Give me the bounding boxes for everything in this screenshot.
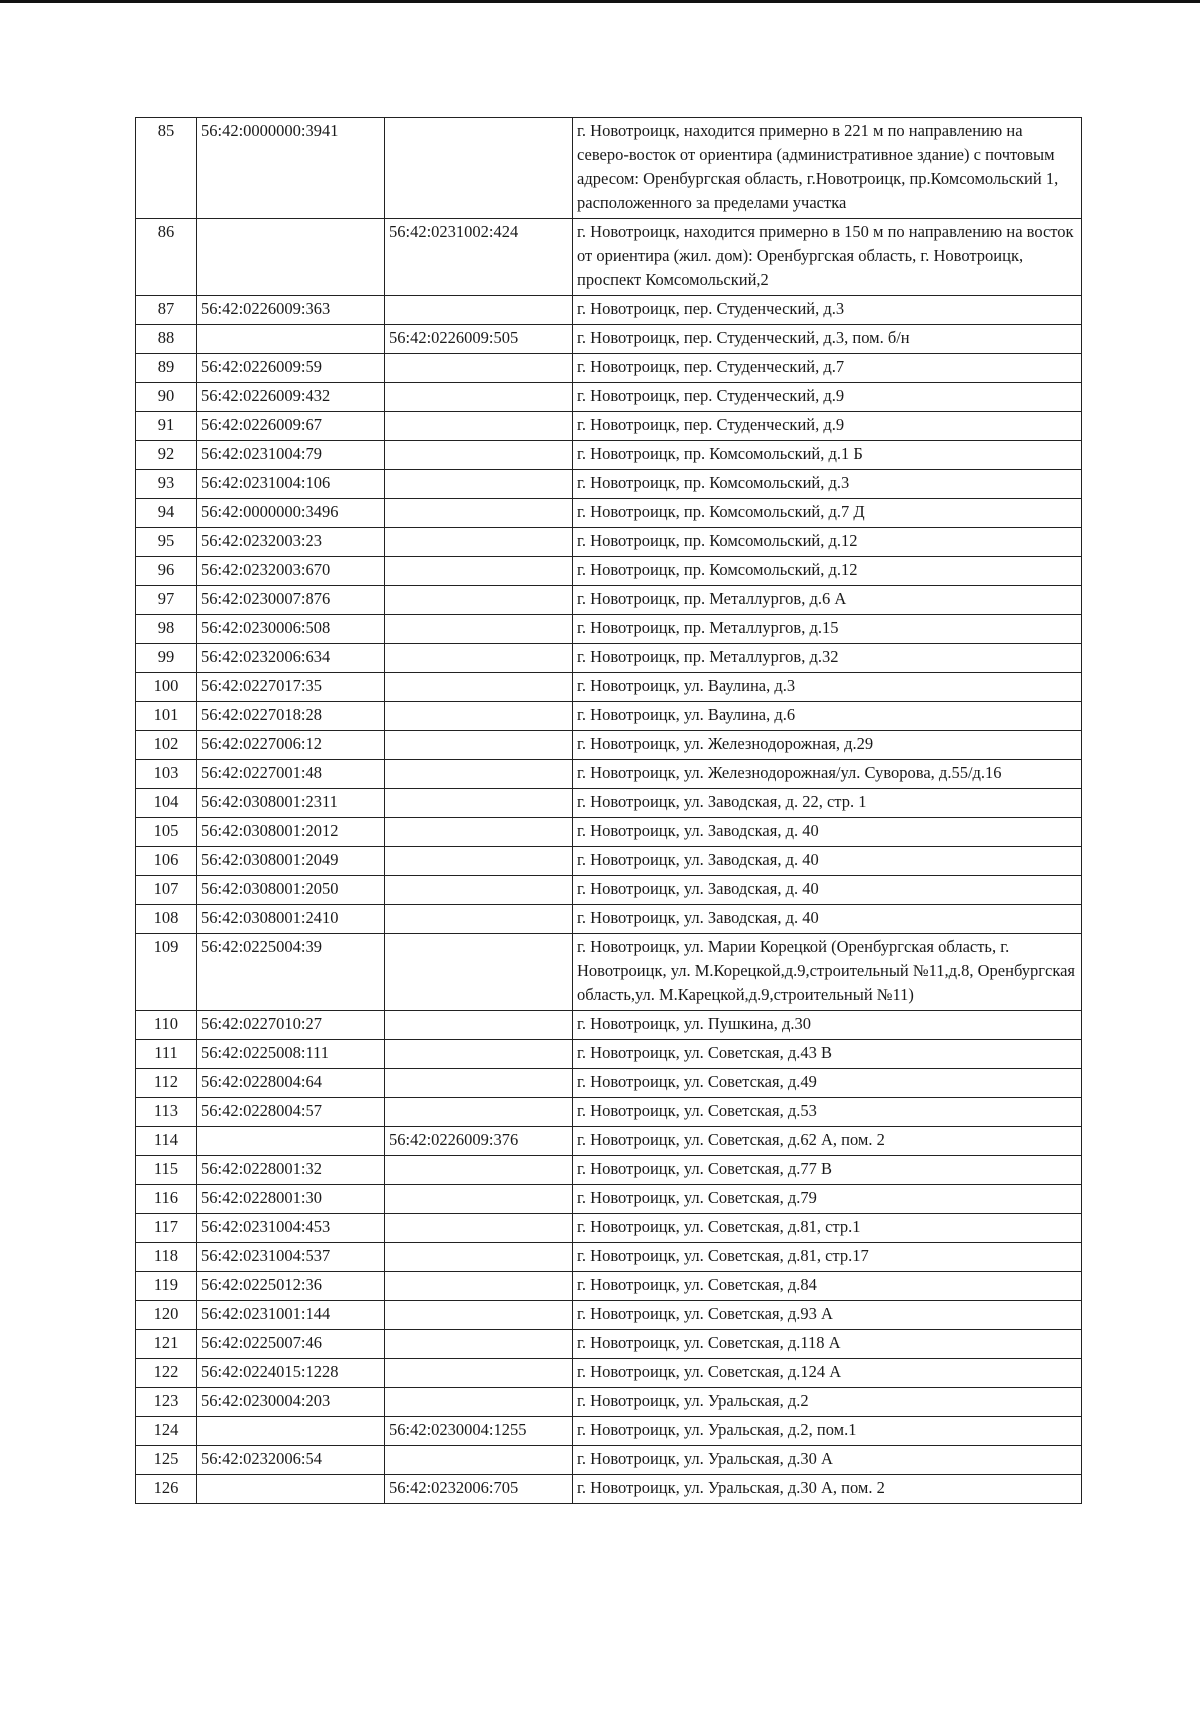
row-number-cell: 108 [136,905,197,934]
address-cell: г. Новотроицк, ул. Заводская, д. 40 [573,818,1082,847]
building-cadastral-number-cell: 56:42:0226009:376 [385,1127,573,1156]
row-number-cell: 90 [136,383,197,412]
row-number-cell: 106 [136,847,197,876]
building-cadastral-number-cell [385,876,573,905]
row-number-cell: 91 [136,412,197,441]
land-cadastral-number-cell: 56:42:0000000:3941 [197,118,385,219]
address-cell: г. Новотроицк, ул. Железнодорожная, д.29 [573,731,1082,760]
building-cadastral-number-cell [385,1330,573,1359]
table-row [136,760,1082,789]
land-cadastral-number-cell: 56:42:0226009:363 [197,296,385,325]
address-cell: г. Новотроицк, ул. Советская, д.124 А [573,1359,1082,1388]
land-cadastral-number-cell: 56:42:0231001:144 [197,1301,385,1330]
row-number-cell: 100 [136,673,197,702]
row-number-cell: 118 [136,1243,197,1272]
address-cell: г. Новотроицк, ул. Заводская, д. 40 [573,905,1082,934]
land-cadastral-number-cell: 56:42:0227017:35 [197,673,385,702]
address-cell: г. Новотроицк, ул. Советская, д.77 В [573,1156,1082,1185]
row-number-cell: 125 [136,1446,197,1475]
address-cell: г. Новотроицк, пр. Комсомольский, д.1 Б [573,441,1082,470]
building-cadastral-number-cell [385,557,573,586]
table-row [136,557,1082,586]
property-registry-table [135,117,1082,1504]
row-number-cell: 124 [136,1417,197,1446]
row-number-cell: 95 [136,528,197,557]
table-row [136,1272,1082,1301]
row-number-cell: 117 [136,1214,197,1243]
land-cadastral-number-cell [197,1417,385,1446]
table-row [136,219,1082,296]
row-number-cell: 97 [136,586,197,615]
land-cadastral-number-cell: 56:42:0224015:1228 [197,1359,385,1388]
address-cell: г. Новотроицк, ул. Советская, д.81, стр.17 [573,1243,1082,1272]
address-cell: г. Новотроицк, ул. Советская, д.62 А, пом. 2 [573,1127,1082,1156]
land-cadastral-number-cell: 56:42:0226009:67 [197,412,385,441]
land-cadastral-number-cell: 56:42:0232003:670 [197,557,385,586]
row-number-cell: 120 [136,1301,197,1330]
land-cadastral-number-cell [197,1127,385,1156]
address-cell: г. Новотроицк, пр. Комсомольский, д.12 [573,528,1082,557]
address-cell: г. Новотроицк, пр. Металлургов, д.32 [573,644,1082,673]
building-cadastral-number-cell [385,1243,573,1272]
address-cell: г. Новотроицк, находится примерно в 150 м по направлению на восток от ориентира (жил. дом): Оренбургская область, г. Новотроицк, проспект Комсомольский,2 [573,219,1082,296]
table-row [136,586,1082,615]
building-cadastral-number-cell [385,847,573,876]
land-cadastral-number-cell: 56:42:0225012:36 [197,1272,385,1301]
row-number-cell: 102 [136,731,197,760]
land-cadastral-number-cell: 56:42:0231004:79 [197,441,385,470]
building-cadastral-number-cell [385,499,573,528]
address-cell: г. Новотроицк, ул. Заводская, д. 40 [573,876,1082,905]
row-number-cell: 107 [136,876,197,905]
table-row [136,1359,1082,1388]
row-number-cell: 98 [136,615,197,644]
address-cell: г. Новотроицк, ул. Советская, д.53 [573,1098,1082,1127]
land-cadastral-number-cell: 56:42:0230007:876 [197,586,385,615]
row-number-cell: 105 [136,818,197,847]
table-row [136,1185,1082,1214]
land-cadastral-number-cell: 56:42:0227010:27 [197,1011,385,1040]
table-row [136,1156,1082,1185]
land-cadastral-number-cell: 56:42:0308001:2012 [197,818,385,847]
building-cadastral-number-cell [385,1388,573,1417]
building-cadastral-number-cell [385,818,573,847]
address-cell: г. Новотроицк, пер. Студенческий, д.9 [573,412,1082,441]
building-cadastral-number-cell [385,673,573,702]
address-cell: г. Новотроицк, пер. Студенческий, д.3 [573,296,1082,325]
table-row [136,1475,1082,1504]
row-number-cell: 103 [136,760,197,789]
building-cadastral-number-cell [385,1069,573,1098]
address-cell: г. Новотроицк, ул. Советская, д.43 В [573,1040,1082,1069]
building-cadastral-number-cell [385,412,573,441]
table-row [136,934,1082,1011]
land-cadastral-number-cell [197,219,385,296]
building-cadastral-number-cell [385,789,573,818]
table-row [136,412,1082,441]
table-row [136,1330,1082,1359]
land-cadastral-number-cell: 56:42:0308001:2050 [197,876,385,905]
address-cell: г. Новотроицк, ул. Советская, д.49 [573,1069,1082,1098]
building-cadastral-number-cell [385,615,573,644]
land-cadastral-number-cell: 56:42:0225007:46 [197,1330,385,1359]
land-cadastral-number-cell: 56:42:0227018:28 [197,702,385,731]
row-number-cell: 93 [136,470,197,499]
address-cell: г. Новотроицк, ул. Уральская, д.30 А [573,1446,1082,1475]
address-cell: г. Новотроицк, пер. Студенческий, д.3, пом. б/н [573,325,1082,354]
address-cell: г. Новотроицк, ул. Советская, д.81, стр.1 [573,1214,1082,1243]
table-row [136,789,1082,818]
building-cadastral-number-cell [385,1011,573,1040]
row-number-cell: 89 [136,354,197,383]
row-number-cell: 92 [136,441,197,470]
table-row [136,325,1082,354]
building-cadastral-number-cell [385,1359,573,1388]
building-cadastral-number-cell [385,934,573,1011]
address-cell: г. Новотроицк, находится примерно в 221 м по направлению на северо-восток от ориентира (административное здание) с почтовым адресом: Оренбургская область, г.Новотроицк, пр.Комсомольский 1, расположенного за пределами участка [573,118,1082,219]
building-cadastral-number-cell [385,1301,573,1330]
building-cadastral-number-cell: 56:42:0230004:1255 [385,1417,573,1446]
land-cadastral-number-cell: 56:42:0227001:48 [197,760,385,789]
building-cadastral-number-cell [385,1098,573,1127]
land-cadastral-number-cell [197,1475,385,1504]
table-row [136,1301,1082,1330]
table-row [136,615,1082,644]
row-number-cell: 109 [136,934,197,1011]
land-cadastral-number-cell: 56:42:0308001:2410 [197,905,385,934]
row-number-cell: 110 [136,1011,197,1040]
address-cell: г. Новотроицк, пр. Комсомольский, д.3 [573,470,1082,499]
land-cadastral-number-cell: 56:42:0231004:537 [197,1243,385,1272]
row-number-cell: 113 [136,1098,197,1127]
address-cell: г. Новотроицк, ул. Советская, д.79 [573,1185,1082,1214]
building-cadastral-number-cell [385,760,573,789]
row-number-cell: 123 [136,1388,197,1417]
address-cell: г. Новотроицк, ул. Ваулина, д.6 [573,702,1082,731]
address-cell: г. Новотроицк, ул. Советская, д.84 [573,1272,1082,1301]
address-cell: г. Новотроицк, ул. Советская, д.93 А [573,1301,1082,1330]
row-number-cell: 96 [136,557,197,586]
row-number-cell: 104 [136,789,197,818]
building-cadastral-number-cell [385,702,573,731]
table-row [136,702,1082,731]
building-cadastral-number-cell [385,1214,573,1243]
table-row [136,296,1082,325]
land-cadastral-number-cell: 56:42:0227006:12 [197,731,385,760]
table-row [136,644,1082,673]
row-number-cell: 112 [136,1069,197,1098]
row-number-cell: 85 [136,118,197,219]
land-cadastral-number-cell [197,325,385,354]
table-row [136,1098,1082,1127]
building-cadastral-number-cell [385,1185,573,1214]
table-body [136,118,1082,1504]
building-cadastral-number-cell [385,905,573,934]
address-cell: г. Новотроицк, ул. Уральская, д.2 [573,1388,1082,1417]
row-number-cell: 111 [136,1040,197,1069]
row-number-cell: 94 [136,499,197,528]
table-row [136,1011,1082,1040]
building-cadastral-number-cell [385,1156,573,1185]
building-cadastral-number-cell [385,586,573,615]
building-cadastral-number-cell [385,296,573,325]
building-cadastral-number-cell [385,528,573,557]
top-border-line [0,0,1200,3]
land-cadastral-number-cell: 56:42:0226009:432 [197,383,385,412]
table-row [136,354,1082,383]
address-cell: г. Новотроицк, ул. Железнодорожная/ул. Суворова, д.55/д.16 [573,760,1082,789]
address-cell: г. Новотроицк, ул. Марии Корецкой (Оренбургская область, г. Новотроицк, ул. М.Корецкой,д.9,строительный №11,д.8, Оренбургская область,ул. М.Карецкой,д.9,строительный №11) [573,934,1082,1011]
table-row [136,470,1082,499]
building-cadastral-number-cell [385,118,573,219]
building-cadastral-number-cell [385,441,573,470]
land-cadastral-number-cell: 56:42:0308001:2049 [197,847,385,876]
land-cadastral-number-cell: 56:42:0225004:39 [197,934,385,1011]
address-cell: г. Новотроицк, ул. Заводская, д. 40 [573,847,1082,876]
building-cadastral-number-cell [385,354,573,383]
land-cadastral-number-cell: 56:42:0226009:59 [197,354,385,383]
row-number-cell: 121 [136,1330,197,1359]
building-cadastral-number-cell: 56:42:0231002:424 [385,219,573,296]
land-cadastral-number-cell: 56:42:0308001:2311 [197,789,385,818]
land-cadastral-number-cell: 56:42:0000000:3496 [197,499,385,528]
address-cell: г. Новотроицк, пр. Металлургов, д.6 А [573,586,1082,615]
building-cadastral-number-cell [385,470,573,499]
table-row [136,876,1082,905]
table-row [136,847,1082,876]
land-cadastral-number-cell: 56:42:0232003:23 [197,528,385,557]
address-cell: г. Новотроицк, ул. Уральская, д.30 А, пом. 2 [573,1475,1082,1504]
land-cadastral-number-cell: 56:42:0231004:106 [197,470,385,499]
row-number-cell: 114 [136,1127,197,1156]
address-cell: г. Новотроицк, пр. Комсомольский, д.7 Д [573,499,1082,528]
address-cell: г. Новотроицк, ул. Советская, д.118 А [573,1330,1082,1359]
land-cadastral-number-cell: 56:42:0232006:634 [197,644,385,673]
land-cadastral-number-cell: 56:42:0228001:32 [197,1156,385,1185]
land-cadastral-number-cell: 56:42:0228004:64 [197,1069,385,1098]
address-cell: г. Новотроицк, ул. Заводская, д. 22, стр. 1 [573,789,1082,818]
building-cadastral-number-cell [385,1446,573,1475]
building-cadastral-number-cell [385,644,573,673]
address-cell: г. Новотроицк, ул. Ваулина, д.3 [573,673,1082,702]
row-number-cell: 87 [136,296,197,325]
table-row [136,528,1082,557]
row-number-cell: 116 [136,1185,197,1214]
row-number-cell: 119 [136,1272,197,1301]
address-cell: г. Новотроицк, пр. Комсомольский, д.12 [573,557,1082,586]
table-row [136,441,1082,470]
row-number-cell: 122 [136,1359,197,1388]
table-row [136,1214,1082,1243]
building-cadastral-number-cell: 56:42:0232006:705 [385,1475,573,1504]
building-cadastral-number-cell [385,383,573,412]
row-number-cell: 101 [136,702,197,731]
table-row [136,1446,1082,1475]
land-cadastral-number-cell: 56:42:0228001:30 [197,1185,385,1214]
table-row [136,1127,1082,1156]
row-number-cell: 88 [136,325,197,354]
land-cadastral-number-cell: 56:42:0232006:54 [197,1446,385,1475]
land-cadastral-number-cell: 56:42:0228004:57 [197,1098,385,1127]
table-row [136,1040,1082,1069]
table-row [136,1417,1082,1446]
table-row [136,1243,1082,1272]
address-cell: г. Новотроицк, ул. Уральская, д.2, пом.1 [573,1417,1082,1446]
table-row [136,731,1082,760]
table-row [136,673,1082,702]
row-number-cell: 99 [136,644,197,673]
table-row [136,499,1082,528]
row-number-cell: 126 [136,1475,197,1504]
building-cadastral-number-cell: 56:42:0226009:505 [385,325,573,354]
land-cadastral-number-cell: 56:42:0225008:111 [197,1040,385,1069]
address-cell: г. Новотроицк, пр. Металлургов, д.15 [573,615,1082,644]
table-row [136,818,1082,847]
table-row [136,118,1082,219]
building-cadastral-number-cell [385,731,573,760]
table-row [136,905,1082,934]
table-row [136,1069,1082,1098]
address-cell: г. Новотроицк, ул. Пушкина, д.30 [573,1011,1082,1040]
address-cell: г. Новотроицк, пер. Студенческий, д.7 [573,354,1082,383]
land-cadastral-number-cell: 56:42:0231004:453 [197,1214,385,1243]
row-number-cell: 115 [136,1156,197,1185]
row-number-cell: 86 [136,219,197,296]
land-cadastral-number-cell: 56:42:0230006:508 [197,615,385,644]
land-cadastral-number-cell: 56:42:0230004:203 [197,1388,385,1417]
building-cadastral-number-cell [385,1272,573,1301]
building-cadastral-number-cell [385,1040,573,1069]
address-cell: г. Новотроицк, пер. Студенческий, д.9 [573,383,1082,412]
table-row [136,383,1082,412]
table-row [136,1388,1082,1417]
